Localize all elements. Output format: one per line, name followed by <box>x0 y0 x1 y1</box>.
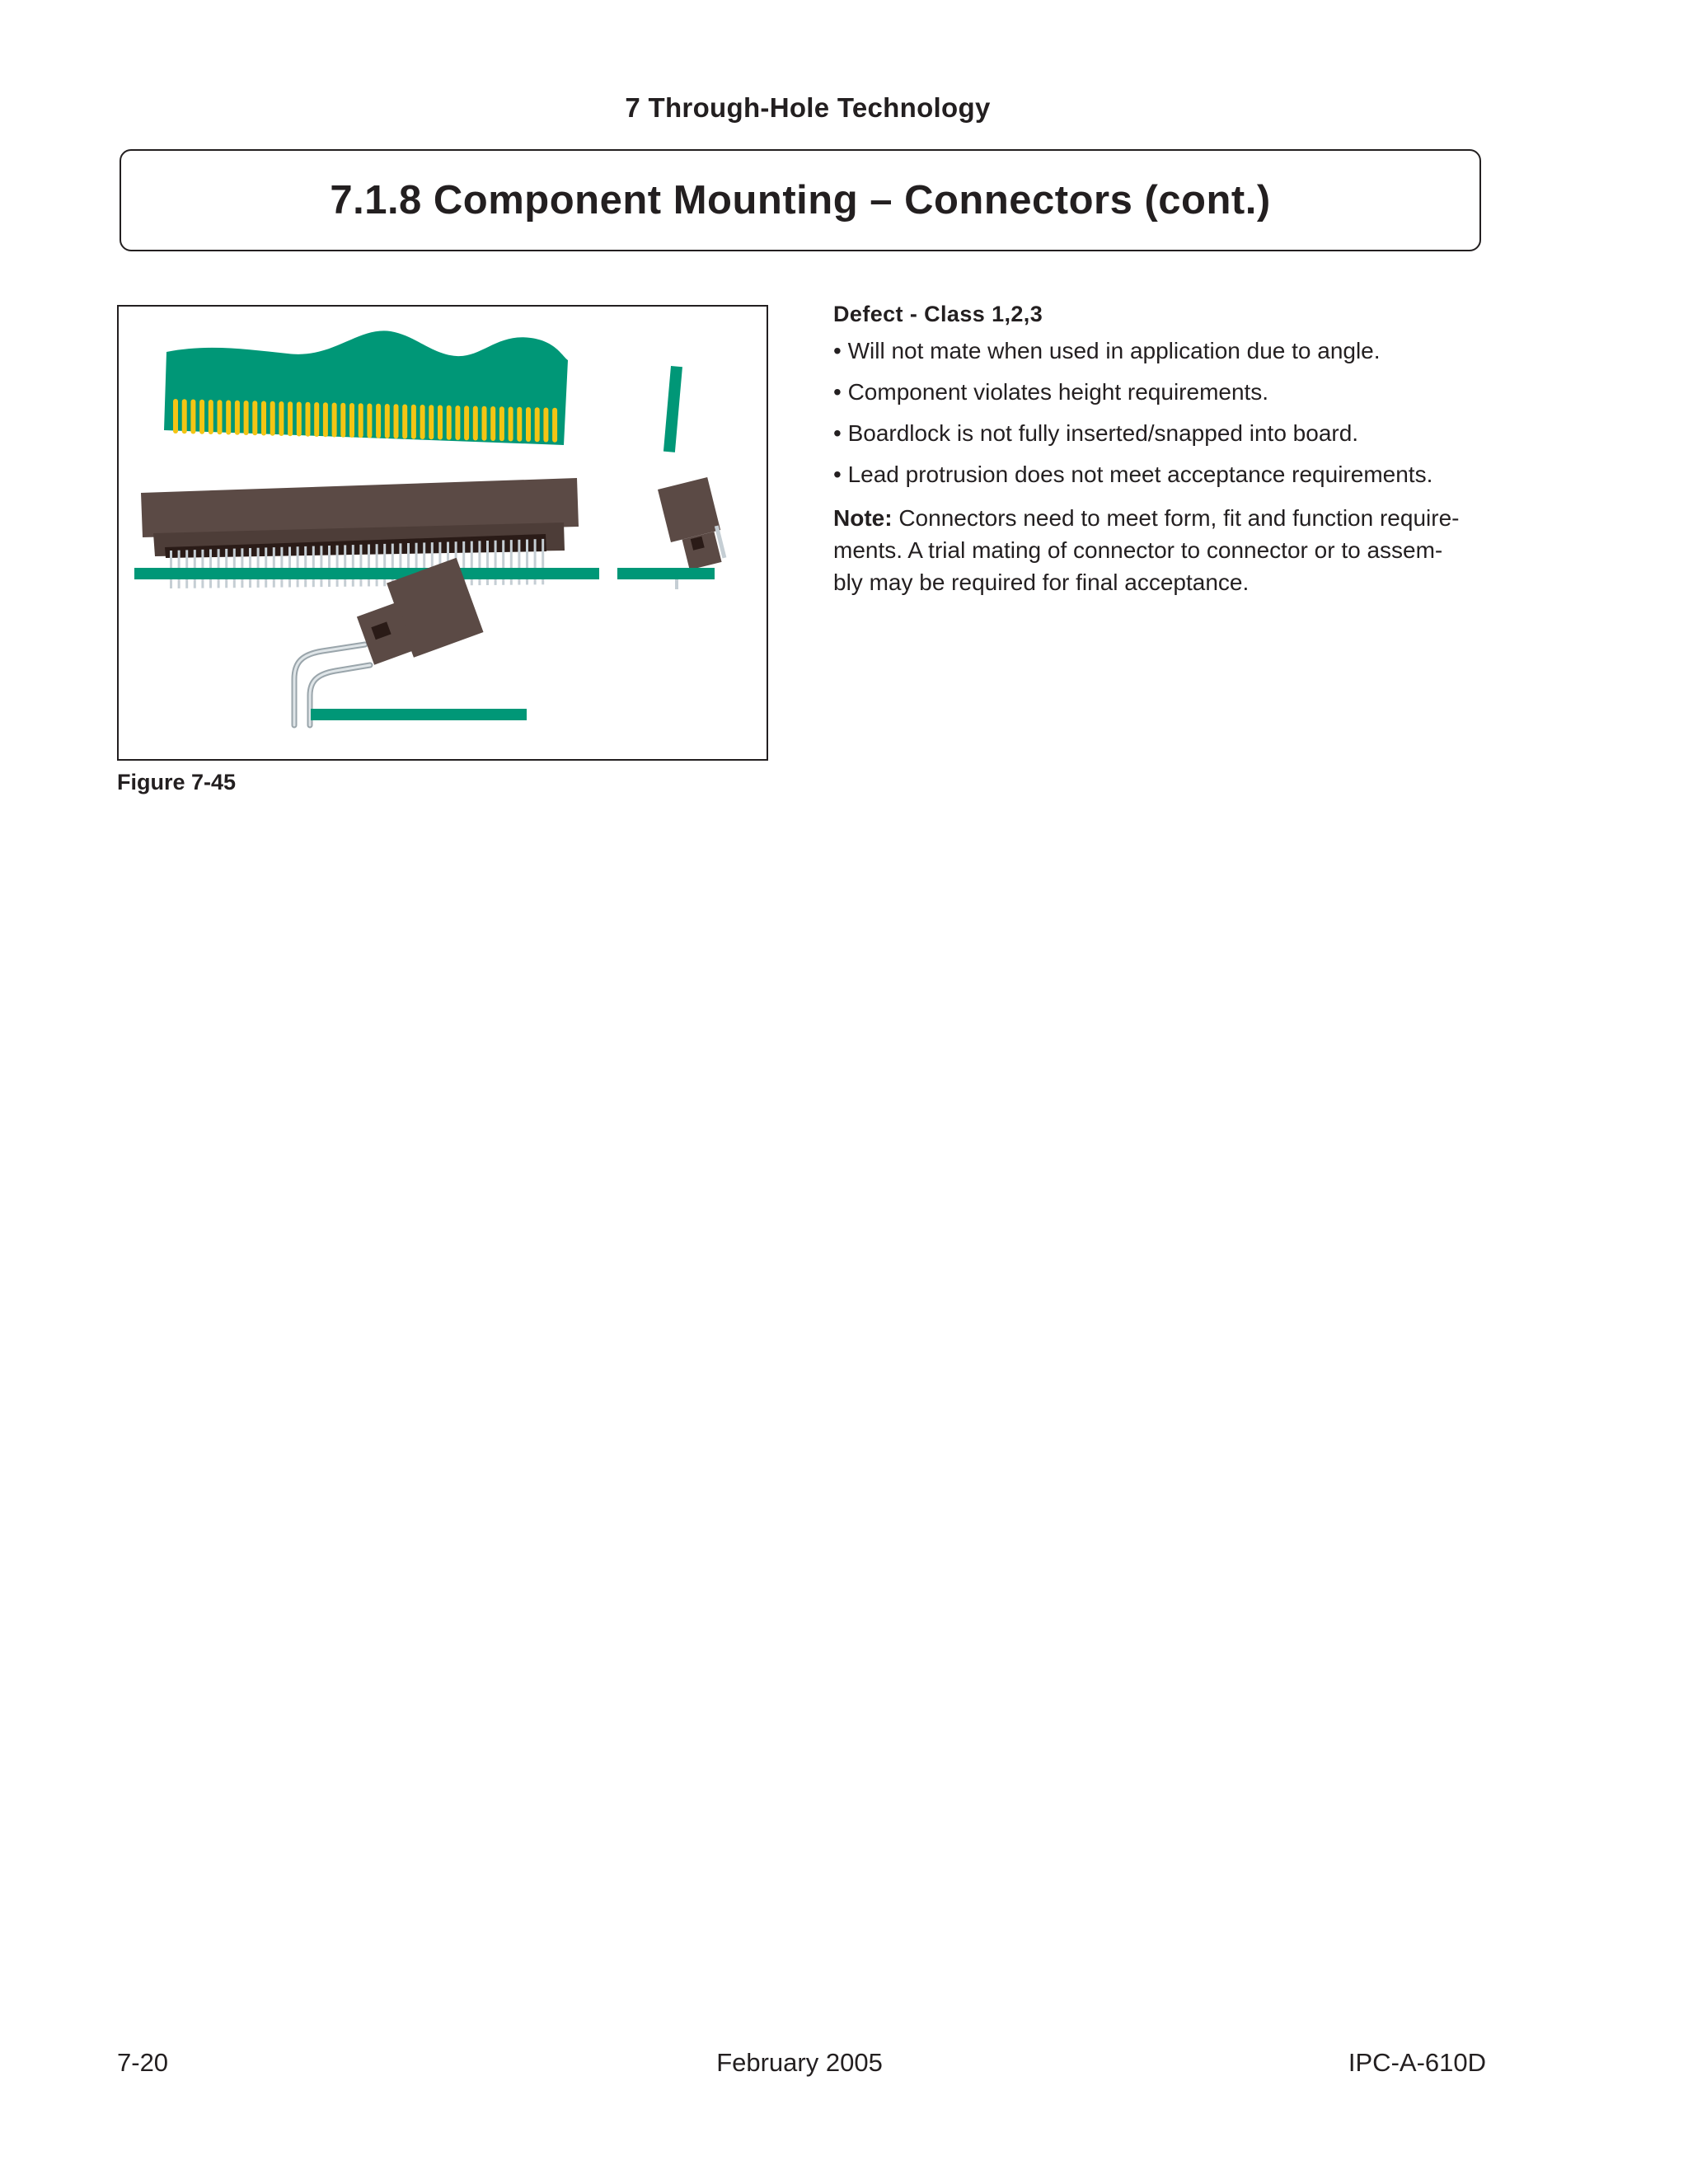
gold-finger <box>535 407 540 442</box>
section-title-box <box>120 149 1481 251</box>
connector-lead <box>312 546 315 588</box>
text-column <box>833 302 1484 598</box>
gold-finger <box>429 405 434 439</box>
pcb-right <box>617 568 715 579</box>
connector-mounting-illustration <box>119 307 767 759</box>
note-line: ments. A trial mating of connector to connector or to assem- <box>833 537 1443 563</box>
chapter-heading: 7 Through-Hole Technology <box>625 92 991 123</box>
defect-heading: Defect - Class 1,2,3 <box>833 302 1043 326</box>
connector-lead <box>257 548 260 588</box>
gold-finger <box>218 400 223 434</box>
gold-finger <box>543 408 548 443</box>
gold-finger <box>332 403 337 438</box>
connector-lead <box>383 544 386 586</box>
gold-finger <box>340 403 345 438</box>
gold-finger <box>359 403 363 438</box>
connector-lead <box>288 547 291 588</box>
figure-7-45 <box>117 305 768 761</box>
small-connector <box>658 477 728 573</box>
connector-lead <box>273 547 275 588</box>
connector-lead <box>376 544 378 586</box>
gold-finger <box>526 407 531 442</box>
board-lock-pin <box>663 366 682 452</box>
defect-item: • Component violates height requirements. <box>833 379 1269 405</box>
connector-lead <box>359 545 362 587</box>
gold-finger <box>173 399 178 434</box>
note-paragraph <box>833 502 1484 598</box>
connector-lead <box>265 547 267 587</box>
connector-lead <box>392 544 394 587</box>
connector-lead <box>328 546 331 587</box>
gold-finger <box>314 402 319 437</box>
gold-finger <box>190 400 195 434</box>
gold-finger <box>490 406 495 441</box>
defect-item: • Boardlock is not fully inserted/snapped into board. <box>833 420 1359 446</box>
gold-finger <box>270 401 275 436</box>
footer-date: February 2005 <box>716 2048 883 2077</box>
gold-finger <box>349 403 354 438</box>
gold-finger <box>306 402 311 437</box>
connector-lead <box>297 546 299 587</box>
connector-lead <box>344 545 346 586</box>
gold-finger <box>261 401 266 436</box>
page-number: 7-20 <box>117 2048 169 2077</box>
gold-finger <box>499 406 504 441</box>
note-label: Note: <box>833 505 893 531</box>
gold-finger <box>517 407 522 442</box>
gold-finger <box>209 400 213 434</box>
defect-list <box>833 337 1484 489</box>
note-line: Connectors need to meet form, fit and function require- <box>898 505 1460 531</box>
gold-finger <box>244 401 249 435</box>
gold-finger <box>455 405 460 440</box>
lead-protrusion <box>675 579 678 589</box>
note-line: bly may be required for final acceptance. <box>833 569 1250 595</box>
connector-lead <box>304 546 307 587</box>
gold-finger <box>438 405 443 440</box>
edge-card <box>164 330 568 445</box>
gold-finger <box>552 408 557 443</box>
gold-finger <box>447 405 452 440</box>
gold-finger <box>376 404 381 438</box>
figure-caption: Figure 7-45 <box>117 770 237 794</box>
document-id: IPC-A-610D <box>1348 2048 1486 2077</box>
connector-lead <box>280 547 283 588</box>
connector-lead <box>320 546 322 587</box>
gold-finger <box>182 399 187 434</box>
gold-finger <box>402 405 407 439</box>
connector-lead <box>352 545 354 587</box>
pcb-left <box>134 568 599 579</box>
gold-finger <box>235 401 240 435</box>
gold-finger <box>411 405 416 439</box>
gold-finger <box>252 401 257 435</box>
gold-finger <box>297 402 302 437</box>
gold-finger <box>509 407 513 442</box>
gold-finger <box>464 405 469 440</box>
gold-finger <box>323 402 328 437</box>
gold-finger <box>473 406 478 441</box>
gold-finger <box>367 404 372 438</box>
gold-finger <box>420 405 425 439</box>
section-title: 7.1.8 Component Mounting – Connectors (cont.) <box>330 178 1271 223</box>
connector-lead <box>368 545 370 587</box>
gold-finger <box>482 406 487 441</box>
gold-finger <box>279 401 284 436</box>
gold-finger <box>394 404 399 438</box>
gold-finger <box>226 401 231 435</box>
gold-finger <box>385 404 390 438</box>
gold-finger <box>199 400 204 434</box>
defect-item: • Will not mate when used in application due to angle. <box>833 338 1381 363</box>
connector-lead <box>336 546 339 587</box>
defect-item: • Lead protrusion does not meet acceptance requirements. <box>833 462 1433 487</box>
pcb-bottom <box>311 709 527 720</box>
gold-finger <box>288 401 293 436</box>
